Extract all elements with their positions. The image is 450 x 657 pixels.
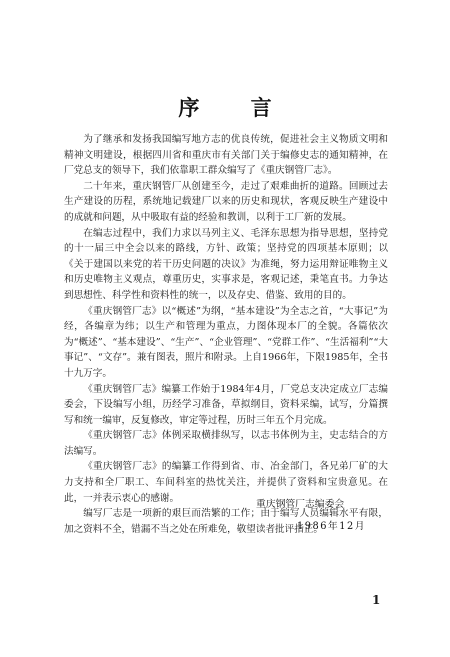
page-number: 1 xyxy=(372,593,381,607)
paragraph: 二十年来，重庆钢管厂从创建至今，走过了艰难曲折的道路。回顾过去生产建设的历程，系统地记载建厂以来的历史和现状，客观反映生产建设中的成就和问题，从中吸取有益的经验和教训，以利于工厂新的发展。 xyxy=(64,180,388,223)
page-title: 序 言 xyxy=(178,95,294,120)
paragraph: 在编志过程中，我们力求以马列主义、毛泽东思想为指导思想，坚持党的十一届三中全会以来的路线，方针、政策；坚持党的四项基本原则；以《关于建国以来党的若干历史问题的决议》为准绳，努力运用辩证唯物主义和历史唯物主义观点，尊重历史，实事求是，客观记述，秉笔直书。力争达到思想性、科学性和资料性的统一，以及存史、借鉴、致用的目的。 xyxy=(64,227,388,301)
signature-org: 重庆钢管厂志编委会 xyxy=(256,499,345,510)
preface-body xyxy=(64,132,388,537)
paragraph: 《重庆钢管厂志》的编纂工作得到省、市、冶金部门，各兄弟厂矿的大力支持和全厂职工、车间科室的热忱关注，并提供了资料和宝贵意见。在此，一并表示衷心的感谢。 xyxy=(64,461,388,504)
paragraph: 为了继承和发扬我国编写地方志的优良传统，促进社会主义物质文明和精神文明建设，根据四川省和重庆市有关部门关于编修史志的通知精神，在厂党总支的领导下，我们依靠职工群众编写了《重庆钢管厂志》。 xyxy=(64,134,388,177)
paragraph: 《重庆钢管厂志》以“概述”为纲，“基本建设”为全志之首，“大事记”为经，各编章为纬；以生产和管理为重点，力图体现本厂的全貌。各篇依次为“概述”、“基本建设”、“生产”、“企业管理”、“党群工作”、“生活福利”“大事记”、“文存”。兼有图表，照片和附录。上自1966年，下限1985年，全书十九万字。 xyxy=(64,305,388,379)
paragraph: 《重庆钢管厂志》编纂工作始于1984年4月，厂党总支决定成立厂志编委会，下设编写小组，历经学习准备，草拟纲目，资料采编，试写，分篇撰写和统一编审，反复修改，审定等过程，历时三年五个月完成。 xyxy=(64,383,388,426)
signature-date: 1986年12月 xyxy=(297,521,366,532)
paragraph: 《重庆钢管厂志》体例采取横排纵写，以志书体例为主，史志结合的方法编写。 xyxy=(64,430,388,457)
paragraph: 编写厂志是一项新的艰巨而浩繁的工作；由于编写人员编辑水平有限，加之资料不全，错漏不当之处在所难免，敬望读者批评指正。 xyxy=(64,508,388,535)
